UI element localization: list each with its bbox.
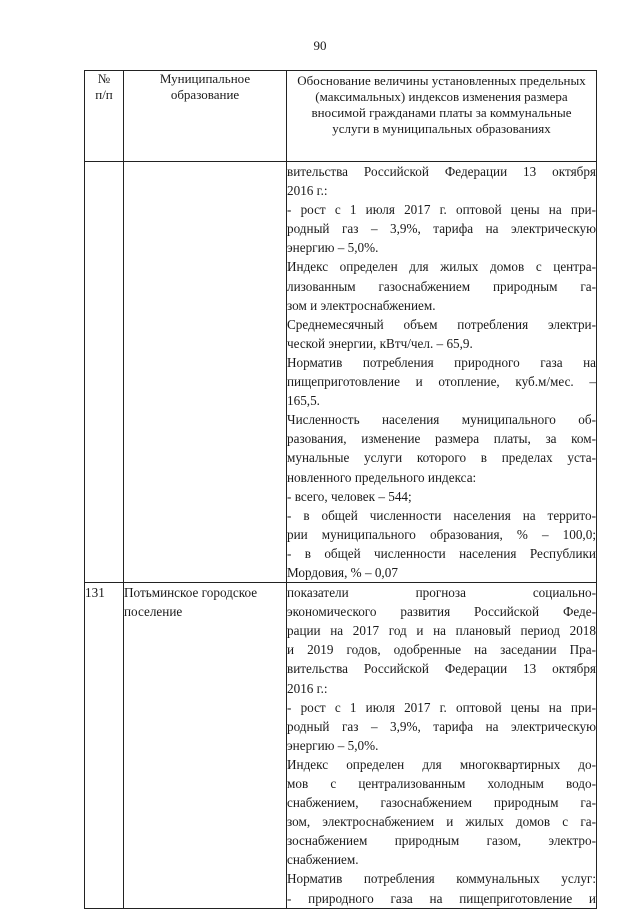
table-row bbox=[85, 162, 597, 583]
row-justification bbox=[287, 583, 597, 909]
table-header-row bbox=[85, 71, 597, 162]
text-line: новленного предельного индекса: bbox=[287, 469, 477, 485]
text-line: родный газ – 3,9%, тарифа на электрическую bbox=[287, 718, 596, 734]
row-justification bbox=[287, 162, 597, 583]
header-municipality: Муниципальное образование bbox=[124, 71, 287, 162]
text-line: экономического развития Российской Феде- bbox=[287, 604, 596, 620]
text-line: Индекс определен для жилых домов с центра- bbox=[287, 259, 596, 275]
justification-lines bbox=[287, 162, 596, 582]
text-line: пищеприготовление и отопление, куб.м/мес. – bbox=[287, 374, 596, 390]
text-line: Среднемесячный объем потребления электри- bbox=[287, 316, 596, 332]
text-line: энергию – 5,0%. bbox=[287, 240, 379, 256]
page-number: 90 bbox=[313, 38, 327, 53]
header-justification: Обоснование величины установленных предельных (максимальных) индексов изменения размера вносимой гражданами платы за коммунальные услуги в муниципальных образованиях bbox=[287, 71, 597, 162]
text-line: рии муниципального образования, % – 100,0; bbox=[287, 526, 596, 542]
text-line: - природного газа на пищеприготовление и bbox=[287, 890, 596, 906]
text-line: мунальные услуги которого в пределах уста- bbox=[287, 450, 596, 466]
text-line: энергию – 5,0%. bbox=[287, 737, 379, 753]
indices-table bbox=[84, 70, 597, 909]
text-line: показатели прогноза социально- bbox=[287, 585, 596, 601]
text-line: Численность населения муниципального об- bbox=[287, 412, 596, 428]
text-line: Норматив потребления природного газа на bbox=[287, 354, 596, 370]
text-line: лизованным газоснабжением природным га- bbox=[287, 278, 596, 294]
text-line: ческой энергии, кВтч/чел. – 65,9. bbox=[287, 335, 473, 351]
text-line: снабжением, газоснабжением природным га- bbox=[287, 795, 596, 811]
text-line: Норматив потребления коммунальных услуг: bbox=[287, 871, 596, 887]
text-line: Мордовия, % – 0,07 bbox=[287, 564, 398, 580]
text-line: и 2019 годов, одобренные на заседании Пра- bbox=[287, 642, 596, 658]
text-line: зоснабжением природным газом, электро- bbox=[287, 833, 596, 849]
text-line: 165,5. bbox=[287, 393, 320, 409]
text-line: - рост с 1 июля 2017 г. оптовой цены на при- bbox=[287, 699, 596, 715]
row-municipality: Потьминское городское поселение bbox=[124, 583, 287, 909]
text-line: разования, изменение размера платы, за ком- bbox=[287, 431, 596, 447]
text-line: Индекс определен для многоквартирных до- bbox=[287, 756, 596, 772]
text-line: рации на 2017 год и на плановый период 2018 bbox=[287, 623, 596, 639]
text-line: - в общей численности населения Республики bbox=[287, 545, 596, 561]
table-row bbox=[85, 583, 597, 909]
justification-lines bbox=[287, 583, 596, 908]
text-line: 2016 г.: bbox=[287, 680, 328, 696]
row-municipality bbox=[124, 162, 287, 583]
text-line: зом, электроснабжением и жилых домов с га- bbox=[287, 814, 596, 830]
row-number: 131 bbox=[85, 583, 124, 909]
text-line: - в общей численности населения на террито- bbox=[287, 507, 596, 523]
text-line: - рост с 1 июля 2017 г. оптовой цены на при- bbox=[287, 202, 596, 218]
text-line: 2016 г.: bbox=[287, 183, 328, 199]
row-number bbox=[85, 162, 124, 583]
text-line: вительства Российской Федерации 13 октября bbox=[287, 661, 596, 677]
text-line: вительства Российской Федерации 13 октября bbox=[287, 164, 596, 179]
header-number: № п/п bbox=[85, 71, 124, 162]
text-line: зом и электроснабжением. bbox=[287, 297, 436, 313]
text-line: снабжением. bbox=[287, 852, 359, 868]
text-line: - всего, человек – 544; bbox=[287, 488, 412, 504]
text-line: мов с централизованным холодным водо- bbox=[287, 776, 596, 791]
text-line: родный газ – 3,9%, тарифа на электрическую bbox=[287, 221, 596, 237]
